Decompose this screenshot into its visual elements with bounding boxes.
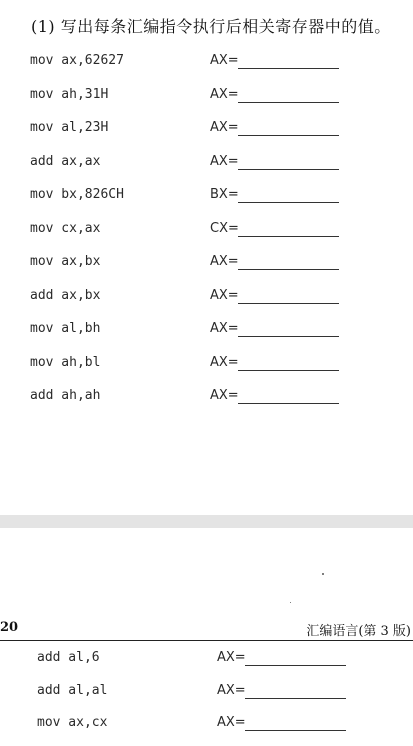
answer-blank: [238, 154, 339, 170]
scan-speck: [290, 602, 291, 603]
instruction-text: mov al,bh: [30, 321, 101, 336]
instruction-text: mov ax,cx: [37, 715, 108, 730]
register-label: AX=: [217, 650, 246, 665]
exercise-row: [0, 286, 413, 306]
register-label: AX=: [210, 120, 239, 135]
instruction-text: mov ax,62627: [30, 53, 124, 68]
scan-speck: [322, 573, 324, 575]
answer-blank: [238, 355, 339, 371]
exercise-row: [0, 681, 413, 701]
page-separator: [0, 515, 413, 528]
exercise-row: [0, 152, 413, 172]
exercise-row: [0, 353, 413, 373]
answer-blank: [245, 715, 346, 731]
exercise-row: [0, 713, 413, 733]
instruction-text: add ax,ax: [30, 153, 101, 169]
register-label: AX=: [210, 321, 239, 336]
instruction-text: mov ah,31H: [30, 86, 109, 102]
register-label: AX=: [210, 354, 239, 370]
register-label: BX=: [210, 187, 239, 202]
exercise-row: [0, 51, 413, 71]
instruction-text: mov bx,826CH: [30, 187, 124, 202]
exercise-row: [0, 648, 413, 668]
instruction-text: mov al,23H: [30, 120, 109, 135]
exercise-row: [0, 118, 413, 138]
answer-blank: [238, 288, 339, 304]
answer-blank: [238, 87, 339, 103]
exercise-row: [0, 386, 413, 406]
register-label: AX=: [210, 53, 239, 68]
answer-blank: [238, 187, 339, 203]
register-label: AX=: [210, 287, 239, 303]
exercise-row: [0, 85, 413, 105]
register-label: AX=: [210, 153, 239, 169]
answer-blank: [238, 120, 339, 136]
instruction-text: mov ax,bx: [30, 254, 101, 269]
instruction-text: add ah,ah: [30, 388, 101, 403]
instruction-text: mov cx,ax: [30, 220, 101, 236]
instruction-text: add al,al: [37, 682, 108, 698]
instruction-text: add al,6: [37, 650, 100, 665]
exercise-row: [0, 252, 413, 272]
answer-blank: [238, 321, 339, 337]
register-label: AX=: [217, 682, 246, 698]
register-label: CX=: [210, 220, 239, 236]
exercise-row: [0, 319, 413, 339]
register-label: AX=: [210, 388, 239, 403]
header-rule: [0, 640, 413, 641]
register-label: AX=: [217, 715, 246, 730]
answer-blank: [238, 53, 339, 69]
answer-blank: [238, 221, 339, 237]
answer-blank: [245, 650, 346, 666]
question-title: (1) 写出每条汇编指令执行后相关寄存器中的值。: [31, 17, 391, 36]
answer-blank: [238, 254, 339, 270]
register-label: AX=: [210, 86, 239, 102]
exercise-row: [0, 219, 413, 239]
answer-blank: [245, 683, 346, 699]
page-number: 20: [0, 620, 19, 635]
register-label: AX=: [210, 254, 239, 269]
exercise-row: [0, 185, 413, 205]
instruction-text: mov ah,bl: [30, 354, 101, 370]
answer-blank: [238, 388, 339, 404]
running-header-title: 汇编语言(第 3 版): [306, 624, 411, 639]
instruction-text: add ax,bx: [30, 287, 101, 303]
